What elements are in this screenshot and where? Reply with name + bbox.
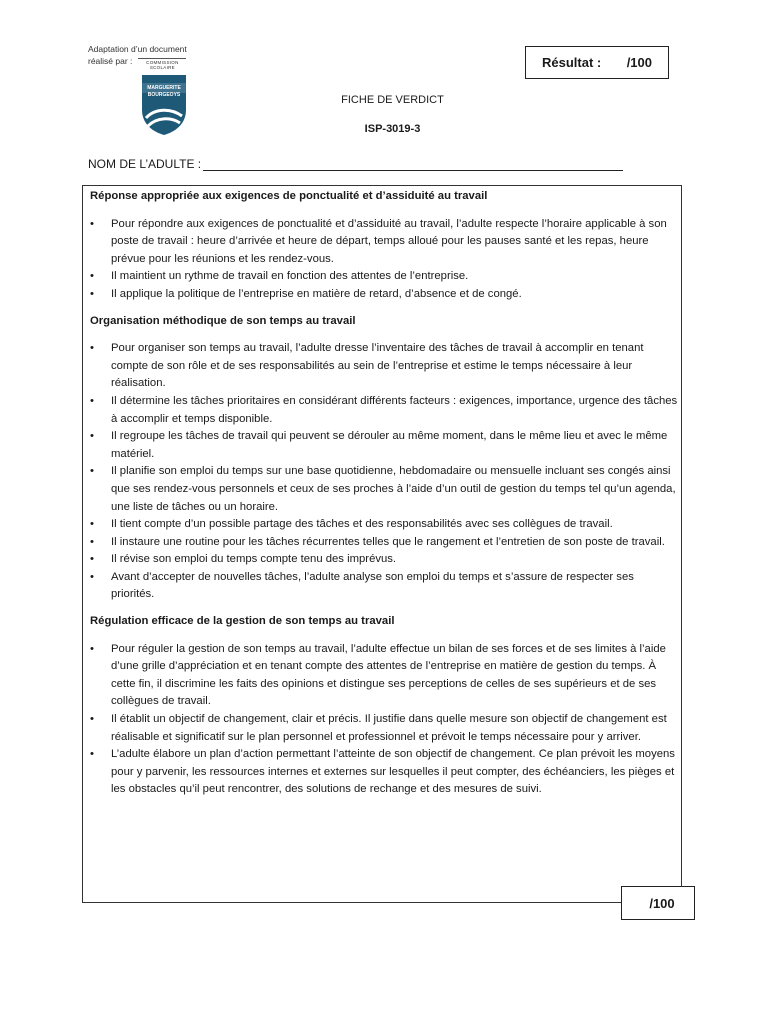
list-item-text: Pour répondre aux exigences de ponctualité et d’assiduité au travail, l’adulte respecte l’horaire applicable à son poste de travail : heure d’arrivée et heure de départ, temps alloué pour les pauses santé et les repas, heure prévue pour les réunions et les rendez-vous. bbox=[111, 217, 667, 265]
list-item bbox=[90, 393, 678, 428]
result-max: /100 bbox=[626, 55, 652, 70]
list-item-text: Il tient compte d’un possible partage des tâches et des responsabilités avec ses collègues de travail. bbox=[111, 518, 613, 531]
adaptation-line-1: Adaptation d’un document bbox=[88, 44, 187, 54]
list-item bbox=[90, 746, 678, 799]
bullet-icon: • bbox=[90, 217, 94, 230]
list-item-text: Il maintient un rythme de travail en fonction des attentes de l’entreprise. bbox=[111, 270, 469, 283]
list-item bbox=[90, 551, 678, 569]
list-item-text: L’adulte élabore un plan d’action permettant l’atteinte de son objectif de changement. Ce plan prévoit les moyens pour y parvenir, les ressources internes et externes sur lesquelles il peut compter, des échéanciers, les pièges et les obstacles qu’il peut rencontrer, des solutions de rechange et des mesures de suivi. bbox=[111, 748, 675, 796]
form-title: FICHE DE VERDICT bbox=[341, 94, 444, 106]
result-label: Résultat : bbox=[542, 55, 602, 70]
bullet-icon: • bbox=[90, 570, 94, 583]
section-title: Régulation efficace de la gestion de son temps au travail bbox=[90, 615, 395, 628]
score-max: /100 bbox=[649, 895, 675, 911]
adult-name-row bbox=[88, 157, 623, 171]
bullet-icon: • bbox=[90, 342, 94, 355]
bullet-icon: • bbox=[90, 518, 94, 531]
bullet-icon: • bbox=[90, 553, 94, 566]
list-item bbox=[90, 428, 678, 463]
bullet-icon: • bbox=[90, 394, 94, 407]
list-item bbox=[90, 340, 678, 393]
bullet-list bbox=[90, 641, 678, 799]
form-code: ISP-3019-3 bbox=[364, 123, 421, 135]
list-item-text: Il établit un objectif de changement, clair et précis. Il justifie dans quelle mesure son objectif de changement est réalisable et significatif sur le plan personnel et professionnel et prévoit le temps nécessaire pour y arriver. bbox=[111, 713, 667, 743]
list-item bbox=[90, 569, 678, 604]
bullet-icon: • bbox=[90, 270, 94, 283]
bullet-icon: • bbox=[90, 430, 94, 443]
list-item-text: Il révise son emploi du temps compte tenu des imprévus. bbox=[111, 553, 397, 566]
list-item bbox=[90, 534, 678, 552]
section-punctuality bbox=[90, 188, 678, 304]
bullet-icon: • bbox=[90, 287, 94, 300]
bullet-icon: • bbox=[90, 465, 94, 478]
bullet-icon: • bbox=[90, 535, 94, 548]
list-item bbox=[90, 268, 678, 286]
bullet-list bbox=[90, 216, 678, 304]
result-box bbox=[525, 46, 669, 79]
list-item-text: Il regroupe les tâches de travail qui peuvent se dérouler au même moment, dans le même lieu et avec le même matériel. bbox=[111, 430, 668, 460]
list-item bbox=[90, 711, 678, 746]
section-organisation bbox=[90, 313, 678, 605]
logo-text-1: MARGUERITE bbox=[147, 85, 181, 91]
list-item bbox=[90, 463, 678, 516]
list-item bbox=[90, 516, 678, 534]
list-item-text: Il planifie son emploi du temps sur une base quotidienne, hebdomadaire ou mensuelle incluant ses congés ainsi que ses rendez-vous personnels et ceux de ses proches à l’aide d’un outil de gestion du temps tel qu’un agenda, une liste de tâches ou un horaire. bbox=[111, 465, 676, 513]
list-item-text: Il applique la politique de l’entreprise en matière de retard, d’absence et de congé. bbox=[111, 287, 522, 300]
org-name-line-1: COMMISSION bbox=[146, 60, 179, 65]
section-regulation bbox=[90, 613, 678, 799]
bullet-icon: • bbox=[90, 748, 94, 761]
bullet-icon: • bbox=[90, 642, 94, 655]
list-item-text: Pour réguler la gestion de son temps au travail, l’adulte effectue un bilan de ses forces et de ses limites à l’aide d’une grille d’appréciation et en tenant compte des attentes de l’entreprise en matière de gestion du temps. À cette fin, il discrimine les faits des opinions et distingue ses perceptions de celles de ses supérieurs et de ses collègues de travail. bbox=[111, 642, 666, 708]
list-item-text: Il instaure une routine pour les tâches récurrentes telles que le rangement et l’entretien de son poste de travail. bbox=[111, 535, 665, 548]
list-item-text: Avant d’accepter de nouvelles tâches, l’adulte analyse son emploi du temps et s’assure de respecter ses priorités. bbox=[111, 570, 634, 601]
bullet-icon: • bbox=[90, 713, 94, 726]
org-name-small bbox=[138, 58, 186, 70]
adaptation-by bbox=[88, 55, 187, 70]
adaptation-line-2: réalisé par : bbox=[88, 56, 133, 66]
org-name-line-2: SCOLAIRE bbox=[149, 65, 175, 70]
list-item-text: Il détermine les tâches prioritaires en considérant différents facteurs : exigences, importance, urgence des tâches à accomplir et temps disponible. bbox=[111, 394, 678, 425]
adult-name-field[interactable] bbox=[203, 157, 623, 171]
criteria-content bbox=[90, 188, 678, 808]
logo-text-2: BOURGEOYS bbox=[147, 92, 181, 98]
list-item bbox=[90, 641, 678, 711]
section-title: Organisation méthodique de son temps au travail bbox=[90, 314, 356, 327]
section-title: Réponse appropriée aux exigences de ponctualité et d’assiduité au travail bbox=[90, 190, 488, 202]
list-item-text: Pour organiser son temps au travail, l’adulte dresse l’inventaire des tâches de travail à accomplir en tenant compte de son rôle et de ses responsabilités au sein de l’entreprise et estime le temps nécessaire à leur réalisation. bbox=[111, 342, 644, 390]
bullet-list bbox=[90, 340, 678, 604]
score-box bbox=[621, 886, 695, 920]
list-item bbox=[90, 286, 678, 304]
adaptation-credit bbox=[88, 43, 187, 70]
list-item bbox=[90, 216, 678, 269]
adult-name-label: NOM DE L’ADULTE : bbox=[88, 157, 202, 171]
